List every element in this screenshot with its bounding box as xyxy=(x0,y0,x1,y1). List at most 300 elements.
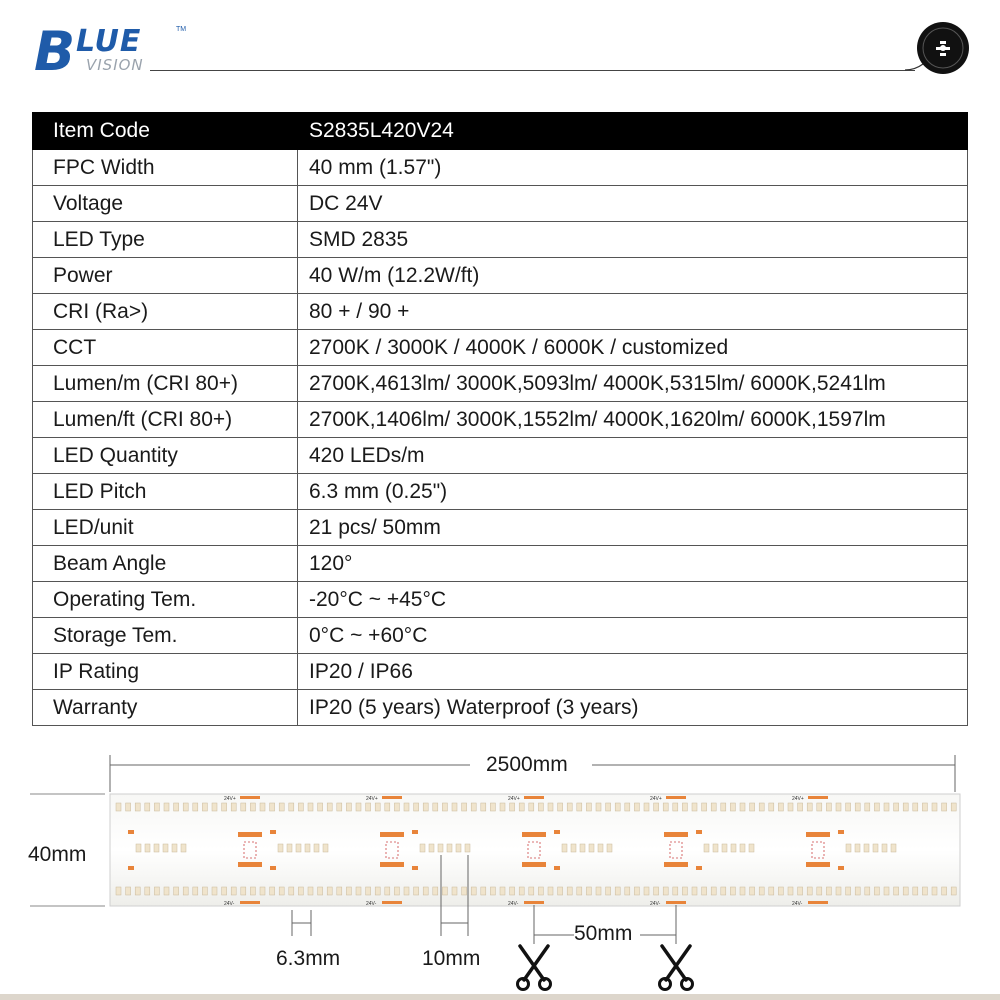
solder-pad xyxy=(696,866,702,870)
spec-value: S2835L420V24 xyxy=(298,113,968,150)
led-chip xyxy=(222,887,227,895)
solder-pad xyxy=(238,832,262,837)
led-chip xyxy=(462,803,467,811)
led-chip xyxy=(942,803,947,811)
led-chip xyxy=(375,887,380,895)
led-chip xyxy=(145,803,150,811)
led-chip xyxy=(730,887,735,895)
led-chip xyxy=(615,803,620,811)
spec-row xyxy=(33,222,968,258)
led-chip xyxy=(586,803,591,811)
led-chip xyxy=(625,803,630,811)
led-chip xyxy=(222,803,227,811)
spec-row xyxy=(33,546,968,582)
led-chip xyxy=(951,803,956,811)
led-chip xyxy=(154,887,159,895)
spec-label: IP Rating xyxy=(33,654,298,690)
led-chip xyxy=(337,887,342,895)
pad-label-minus: 24V- xyxy=(792,901,803,907)
spec-row xyxy=(33,474,968,510)
led-chip xyxy=(346,887,351,895)
led-chip xyxy=(174,887,179,895)
led-chip xyxy=(433,803,438,811)
led-chip xyxy=(136,844,141,852)
led-chip xyxy=(548,803,553,811)
led-chip xyxy=(692,803,697,811)
spec-value: 80 + / 90 + xyxy=(298,294,968,330)
solder-pad xyxy=(664,832,688,837)
led-chip xyxy=(817,887,822,895)
led-chip xyxy=(500,803,505,811)
led-chip xyxy=(942,887,947,895)
led-chip xyxy=(807,887,812,895)
spec-row xyxy=(33,618,968,654)
led-chip xyxy=(548,887,553,895)
spec-label: CRI (Ra>) xyxy=(33,294,298,330)
led-chip xyxy=(807,803,812,811)
led-chip xyxy=(116,803,121,811)
pad-label-plus: 24V+ xyxy=(224,796,236,802)
led-chip xyxy=(145,844,150,852)
led-chip xyxy=(202,887,207,895)
led-chip xyxy=(826,803,831,811)
spec-row xyxy=(33,582,968,618)
led-chip xyxy=(903,803,908,811)
solder-pad xyxy=(240,796,260,799)
solder-pad xyxy=(806,832,830,837)
led-chip xyxy=(704,844,709,852)
led-chip xyxy=(164,803,169,811)
led-chip xyxy=(452,887,457,895)
led-chip xyxy=(250,803,255,811)
spec-row xyxy=(33,510,968,546)
led-chip xyxy=(577,803,582,811)
led-chip xyxy=(404,803,409,811)
led-chip xyxy=(558,887,563,895)
spec-label: LED Type xyxy=(33,222,298,258)
spec-row xyxy=(33,438,968,474)
led-chip xyxy=(394,803,399,811)
led-chip xyxy=(337,803,342,811)
led-chip xyxy=(231,887,236,895)
led-chip xyxy=(212,803,217,811)
solder-pad xyxy=(522,832,546,837)
led-chip xyxy=(298,887,303,895)
led-chip xyxy=(874,803,879,811)
led-chip xyxy=(873,844,878,852)
spec-value: 2700K / 3000K / 4000K / 6000K / customized xyxy=(298,330,968,366)
led-chip xyxy=(740,803,745,811)
pad-label-minus: 24V- xyxy=(508,901,519,907)
solder-pad xyxy=(524,901,544,904)
led-chip xyxy=(172,844,177,852)
led-chip xyxy=(749,844,754,852)
logo-wordmark: LUE xyxy=(76,24,142,59)
led-chip xyxy=(423,803,428,811)
spec-value: 0°C ~ +60°C xyxy=(298,618,968,654)
pad-label-plus: 24V+ xyxy=(792,796,804,802)
solder-pad xyxy=(838,830,844,834)
led-chip xyxy=(580,844,585,852)
solder-pad xyxy=(412,866,418,870)
led-chip xyxy=(414,887,419,895)
led-chip xyxy=(654,803,659,811)
spec-row xyxy=(33,294,968,330)
solder-pad xyxy=(128,866,134,870)
led-chip xyxy=(596,887,601,895)
led-chip xyxy=(356,803,361,811)
led-chip xyxy=(855,887,860,895)
led-chip xyxy=(759,887,764,895)
led-chip xyxy=(721,887,726,895)
led-chip xyxy=(644,803,649,811)
solder-pad xyxy=(270,830,276,834)
spec-value: IP20 / IP66 xyxy=(298,654,968,690)
spec-label: LED Pitch xyxy=(33,474,298,510)
led-chip xyxy=(855,844,860,852)
led-chip xyxy=(298,803,303,811)
bottom-border xyxy=(0,994,1000,1000)
led-chip xyxy=(456,844,461,852)
led-chip xyxy=(241,803,246,811)
solder-pad xyxy=(380,832,404,837)
led-chip xyxy=(438,844,443,852)
led-chip xyxy=(913,803,918,811)
led-chip xyxy=(442,803,447,811)
spec-label: Power xyxy=(33,258,298,294)
led-chip xyxy=(529,887,534,895)
spec-value: 40 W/m (12.2W/ft) xyxy=(298,258,968,294)
led-chip xyxy=(308,887,313,895)
led-chip xyxy=(212,887,217,895)
led-chip xyxy=(538,803,543,811)
led-chip xyxy=(571,844,576,852)
led-chip xyxy=(433,887,438,895)
pad-label-plus: 24V+ xyxy=(508,796,520,802)
led-chip xyxy=(289,887,294,895)
led-chip xyxy=(884,887,889,895)
led-chip xyxy=(318,887,323,895)
spec-label: LED/unit xyxy=(33,510,298,546)
led-chip xyxy=(270,887,275,895)
solder-pad xyxy=(838,866,844,870)
led-chip xyxy=(404,887,409,895)
led-chip xyxy=(567,887,572,895)
solder-pad xyxy=(666,901,686,904)
led-chip xyxy=(932,887,937,895)
led-chip xyxy=(558,803,563,811)
led-chip xyxy=(193,803,198,811)
led-chip xyxy=(193,887,198,895)
pad-label-plus: 24V+ xyxy=(366,796,378,802)
led-chip xyxy=(305,844,310,852)
led-chip xyxy=(442,887,447,895)
pitch-dimension-label: 6.3mm xyxy=(276,947,341,970)
led-chip xyxy=(788,803,793,811)
led-chip xyxy=(135,887,140,895)
led-chip xyxy=(510,887,515,895)
led-chip xyxy=(394,887,399,895)
led-chip xyxy=(788,887,793,895)
led-chip xyxy=(951,887,956,895)
led-chip xyxy=(654,887,659,895)
spec-row xyxy=(33,366,968,402)
page-header xyxy=(0,0,1000,100)
led-chip xyxy=(314,844,319,852)
led-chip xyxy=(465,844,470,852)
led-chip xyxy=(663,887,668,895)
spec-row xyxy=(33,186,968,222)
solder-pad xyxy=(664,862,688,867)
spec-header-row xyxy=(33,113,968,150)
led-chip xyxy=(759,803,764,811)
solder-pad xyxy=(270,866,276,870)
led-chip xyxy=(682,803,687,811)
led-chip xyxy=(385,803,390,811)
led-chip xyxy=(721,803,726,811)
solder-pad xyxy=(382,901,402,904)
solder-pad xyxy=(522,862,546,867)
led-chip xyxy=(922,887,927,895)
led-chip xyxy=(289,803,294,811)
led-chip xyxy=(750,803,755,811)
pad-label-minus: 24V- xyxy=(366,901,377,907)
led-chip xyxy=(279,803,284,811)
spec-value: 2700K,1406lm/ 3000K,1552lm/ 4000K,1620lm/ 6000K,1597lm xyxy=(298,402,968,438)
led-chip xyxy=(260,803,265,811)
spec-value: SMD 2835 xyxy=(298,222,968,258)
solder-pad xyxy=(554,830,560,834)
solder-pad xyxy=(240,901,260,904)
spec-row xyxy=(33,654,968,690)
led-chip xyxy=(798,887,803,895)
led-chip xyxy=(126,887,131,895)
scissors-icon xyxy=(660,946,693,990)
led-chip xyxy=(713,844,718,852)
solder-pad xyxy=(238,862,262,867)
led-chip xyxy=(164,887,169,895)
led-chip xyxy=(135,803,140,811)
led-chip xyxy=(882,844,887,852)
led-chip xyxy=(145,887,150,895)
spec-label: Voltage xyxy=(33,186,298,222)
led-chip xyxy=(846,803,851,811)
solder-pad xyxy=(806,862,830,867)
led-chip xyxy=(606,803,611,811)
led-chip xyxy=(731,844,736,852)
led-chip xyxy=(778,803,783,811)
led-chip xyxy=(183,887,188,895)
led-chip xyxy=(913,887,918,895)
solder-pad xyxy=(380,862,404,867)
led-chip xyxy=(414,803,419,811)
led-chip xyxy=(874,887,879,895)
solder-pad xyxy=(128,830,134,834)
led-chip xyxy=(589,844,594,852)
cut-unit-label: 50mm xyxy=(574,922,633,945)
led-chip xyxy=(250,887,255,895)
led-strip-body xyxy=(110,794,960,906)
led-chip xyxy=(481,887,486,895)
solder-pad xyxy=(808,796,828,799)
led-chip xyxy=(429,844,434,852)
led-chip xyxy=(634,887,639,895)
led-chip xyxy=(673,803,678,811)
led-chip xyxy=(598,844,603,852)
brand-logo xyxy=(34,20,204,84)
spacing-dimension-label: 10mm xyxy=(422,947,481,970)
spec-value: 40 mm (1.57") xyxy=(298,150,968,186)
led-reel-icon xyxy=(905,20,985,80)
led-chip xyxy=(577,887,582,895)
led-chip xyxy=(625,887,630,895)
led-chip xyxy=(366,803,371,811)
led-chip xyxy=(903,887,908,895)
led-chip xyxy=(452,803,457,811)
spec-row xyxy=(33,150,968,186)
spec-value: IP20 (5 years) Waterproof (3 years) xyxy=(298,690,968,726)
led-chip xyxy=(836,887,841,895)
led-chip xyxy=(644,887,649,895)
pad-label-minus: 24V- xyxy=(650,901,661,907)
spec-row xyxy=(33,402,968,438)
led-chip xyxy=(730,803,735,811)
solder-pad xyxy=(666,796,686,799)
spec-row xyxy=(33,690,968,726)
led-chip xyxy=(296,844,301,852)
spec-value: -20°C ~ +45°C xyxy=(298,582,968,618)
led-chip xyxy=(932,803,937,811)
length-dimension-label: 2500mm xyxy=(486,753,568,776)
spec-row xyxy=(33,330,968,366)
led-chip xyxy=(855,803,860,811)
width-dimension-label: 40mm xyxy=(28,843,87,866)
scissors-icon xyxy=(518,946,551,990)
spec-label: Warranty xyxy=(33,690,298,726)
led-chip xyxy=(634,803,639,811)
led-chip xyxy=(500,887,505,895)
led-chip xyxy=(586,887,591,895)
solder-pad xyxy=(808,901,828,904)
led-chip xyxy=(471,803,476,811)
led-chip xyxy=(846,844,851,852)
led-chip xyxy=(711,887,716,895)
spec-table xyxy=(32,112,968,726)
led-chip xyxy=(894,803,899,811)
solder-pad xyxy=(412,830,418,834)
spec-value: DC 24V xyxy=(298,186,968,222)
spec-row xyxy=(33,258,968,294)
led-chip xyxy=(711,803,716,811)
led-chip xyxy=(181,844,186,852)
led-chip xyxy=(769,803,774,811)
led-chip xyxy=(356,887,361,895)
led-chip xyxy=(836,803,841,811)
led-chip xyxy=(471,887,476,895)
led-chip xyxy=(163,844,168,852)
led-chip xyxy=(769,887,774,895)
led-chip xyxy=(865,803,870,811)
spec-label: CCT xyxy=(33,330,298,366)
led-strip-diagram xyxy=(0,740,1000,1000)
led-chip xyxy=(510,803,515,811)
led-chip xyxy=(323,844,328,852)
led-chip xyxy=(606,887,611,895)
strip-drawing xyxy=(0,740,1000,1000)
pad-label-plus: 24V+ xyxy=(650,796,662,802)
led-chip xyxy=(375,803,380,811)
led-chip xyxy=(519,803,524,811)
led-chip xyxy=(596,803,601,811)
led-chip xyxy=(490,887,495,895)
led-chip xyxy=(778,887,783,895)
led-chip xyxy=(116,887,121,895)
led-chip xyxy=(308,803,313,811)
led-chip xyxy=(567,803,572,811)
led-chip xyxy=(366,887,371,895)
led-chip xyxy=(126,803,131,811)
solder-pad xyxy=(554,866,560,870)
led-chip xyxy=(420,844,425,852)
spec-value: 420 LEDs/m xyxy=(298,438,968,474)
led-chip xyxy=(346,803,351,811)
led-chip xyxy=(241,887,246,895)
led-chip xyxy=(817,803,822,811)
led-chip xyxy=(519,887,524,895)
spec-value: 21 pcs/ 50mm xyxy=(298,510,968,546)
spec-label: Beam Angle xyxy=(33,546,298,582)
spec-label: LED Quantity xyxy=(33,438,298,474)
solder-pad xyxy=(382,796,402,799)
led-chip xyxy=(894,887,899,895)
led-chip xyxy=(538,887,543,895)
led-chip xyxy=(318,803,323,811)
led-chip xyxy=(327,887,332,895)
led-chip xyxy=(202,803,207,811)
led-chip xyxy=(385,887,390,895)
led-chip xyxy=(481,803,486,811)
spec-label: Lumen/m (CRI 80+) xyxy=(33,366,298,402)
logo-subtitle: VISION xyxy=(86,56,144,74)
led-chip xyxy=(722,844,727,852)
led-chip xyxy=(279,887,284,895)
spec-value: 120° xyxy=(298,546,968,582)
led-chip xyxy=(462,887,467,895)
logo-trademark: TM xyxy=(176,26,187,33)
spec-value: 2700K,4613lm/ 3000K,5093lm/ 4000K,5315lm/ 6000K,5241lm xyxy=(298,366,968,402)
spec-label: FPC Width xyxy=(33,150,298,186)
led-chip xyxy=(702,887,707,895)
led-chip xyxy=(865,887,870,895)
led-chip xyxy=(615,887,620,895)
led-chip xyxy=(750,887,755,895)
led-chip xyxy=(231,803,236,811)
spec-label: Storage Tem. xyxy=(33,618,298,654)
logo-b-mark: B xyxy=(34,20,76,83)
led-chip xyxy=(529,803,534,811)
led-chip xyxy=(490,803,495,811)
led-chip xyxy=(891,844,896,852)
pad-label-minus: 24V- xyxy=(224,901,235,907)
led-chip xyxy=(673,887,678,895)
spec-label: Operating Tem. xyxy=(33,582,298,618)
led-chip xyxy=(798,803,803,811)
led-chip xyxy=(864,844,869,852)
led-chip xyxy=(692,887,697,895)
led-chip xyxy=(826,887,831,895)
led-chip xyxy=(270,803,275,811)
led-chip xyxy=(922,803,927,811)
